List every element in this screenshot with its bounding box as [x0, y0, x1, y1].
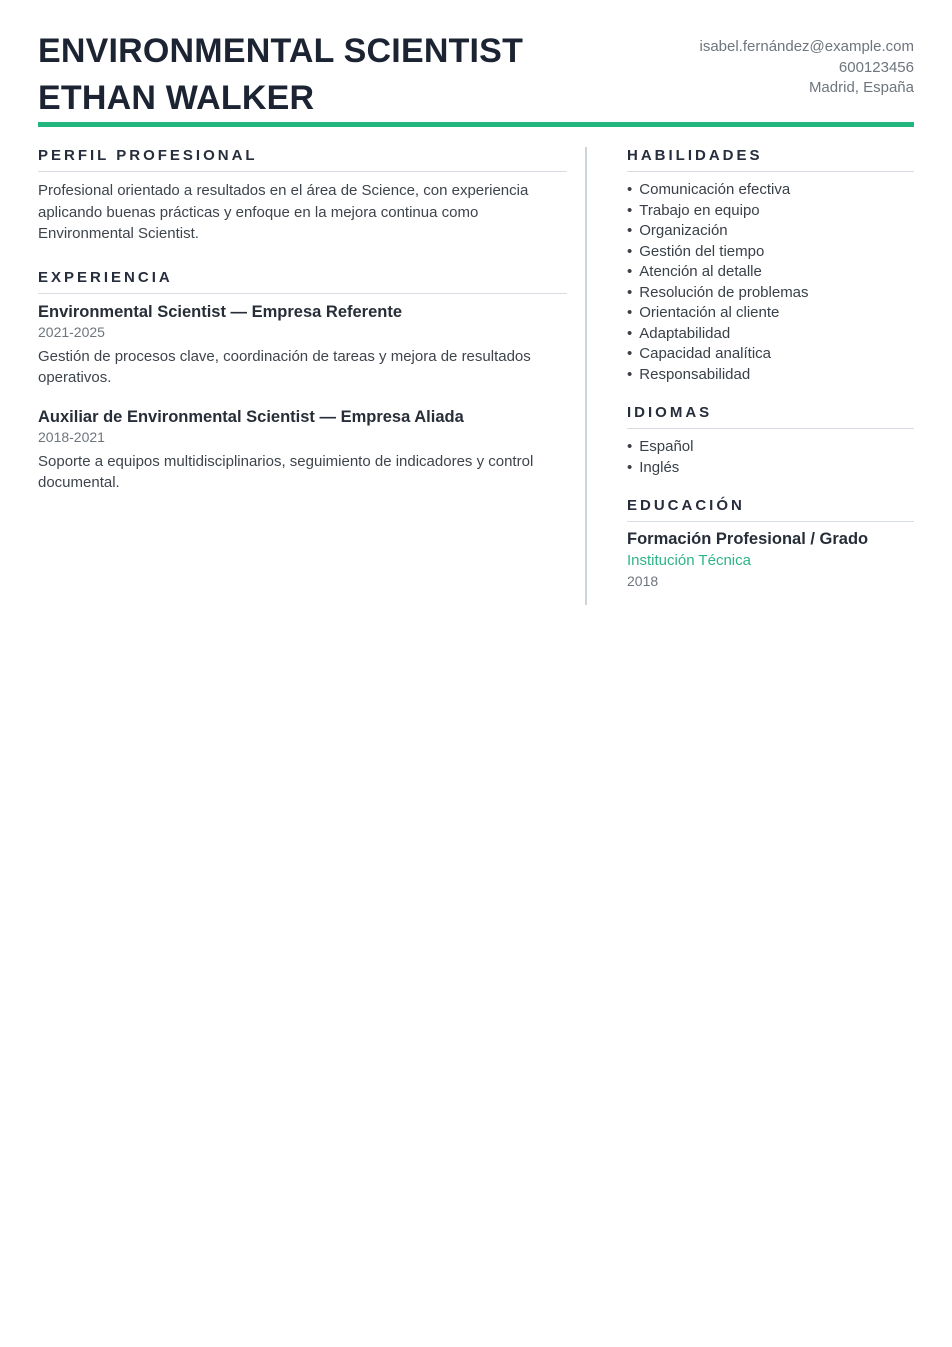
title-role: ENVIRONMENTAL SCIENTIST	[38, 32, 524, 70]
title-name: ETHAN WALKER	[38, 79, 315, 117]
skill-label: Resolución de problemas	[639, 283, 809, 301]
skill-item	[627, 283, 914, 304]
languages-list	[627, 437, 914, 478]
skill-item	[627, 242, 914, 263]
language-item	[627, 458, 914, 479]
bullet-glyph: •	[627, 181, 633, 198]
main-column	[38, 147, 567, 494]
bullet-glyph: •	[627, 345, 633, 362]
column-divider	[585, 147, 587, 605]
skill-item	[627, 180, 914, 201]
section-heading-education: EDUCACIÓN	[627, 497, 914, 522]
bullet-glyph: •	[627, 222, 633, 239]
profile-text: Profesional orientado a resultados en el área de Science, con experiencia aplicando buenas prácticas y enfoque en la mejora continua como Environmental Scientist.	[38, 182, 529, 242]
bullet-glyph: •	[627, 242, 633, 260]
skill-label: Atención al detalle	[639, 263, 762, 280]
job-title: Environmental Scientist — Empresa Referente	[38, 302, 403, 321]
skill-item	[627, 344, 914, 365]
section-education	[627, 497, 914, 590]
contact-phone: 600123456	[838, 58, 914, 76]
language-label: Inglés	[639, 458, 680, 476]
section-languages	[627, 404, 914, 478]
section-skills	[627, 147, 914, 385]
skill-label: Comunicación efectiva	[639, 181, 791, 198]
job-title: Auxiliar de Environmental Scientist — Empresa Aliada	[38, 407, 464, 426]
education-entry	[627, 529, 914, 590]
bullet-glyph: •	[627, 263, 633, 280]
section-experience	[38, 269, 567, 494]
bullet-glyph: •	[627, 365, 633, 383]
skill-label: Adaptabilidad	[639, 324, 731, 342]
skill-label: Organización	[639, 222, 728, 239]
skill-label: Gestión del tiempo	[639, 242, 765, 260]
skill-label: Capacidad analítica	[639, 345, 772, 362]
skill-label: Trabajo en equipo	[639, 201, 760, 219]
bullet-glyph: •	[627, 283, 633, 301]
page-title	[38, 28, 523, 122]
contact-location: Madrid, España	[808, 79, 914, 96]
accent-divider-bar	[38, 122, 914, 127]
resume-content	[0, 0, 952, 605]
bullet-glyph: •	[627, 438, 633, 455]
job-period: 2018-2021	[38, 428, 105, 445]
skill-label: Responsabilidad	[639, 365, 751, 383]
job-period: 2021-2025	[38, 323, 105, 340]
skill-item	[627, 365, 914, 386]
job-description: Gestión de procesos clave, coordinación de tareas y mejora de resultados operativos.	[38, 347, 531, 386]
bullet-glyph: •	[627, 304, 633, 321]
contact-email: isabel.fernández@example.com	[699, 38, 914, 55]
skill-item	[627, 324, 914, 345]
two-column-layout	[38, 147, 914, 605]
section-heading-profile: PERFIL PROFESIONAL	[38, 147, 567, 172]
skill-item	[627, 201, 914, 222]
skill-item	[627, 303, 914, 324]
header	[38, 28, 914, 122]
contact-info	[699, 28, 914, 99]
skill-item	[627, 221, 914, 242]
skill-label: Orientación al cliente	[639, 304, 780, 321]
language-label: Español	[639, 438, 694, 455]
section-heading-languages: IDIOMAS	[627, 404, 914, 429]
bullet-glyph: •	[627, 458, 633, 476]
section-heading-experience: EXPERIENCIA	[38, 269, 567, 294]
job-entry	[38, 302, 567, 389]
skill-item	[627, 262, 914, 283]
bullet-glyph: •	[627, 324, 633, 342]
job-description: Soporte a equipos multidisciplinarios, seguimiento de indicadores y control documental.	[38, 452, 534, 491]
section-heading-skills: HABILIDADES	[627, 147, 914, 172]
language-item	[627, 437, 914, 458]
job-entry	[38, 407, 567, 494]
sidebar-column	[627, 147, 914, 590]
section-profile	[38, 147, 567, 245]
bullet-glyph: •	[627, 201, 633, 219]
education-institution: Institución Técnica	[627, 552, 751, 569]
education-degree: Formación Profesional / Grado	[627, 530, 869, 548]
education-year: 2018	[627, 573, 659, 589]
skills-list	[627, 180, 914, 385]
